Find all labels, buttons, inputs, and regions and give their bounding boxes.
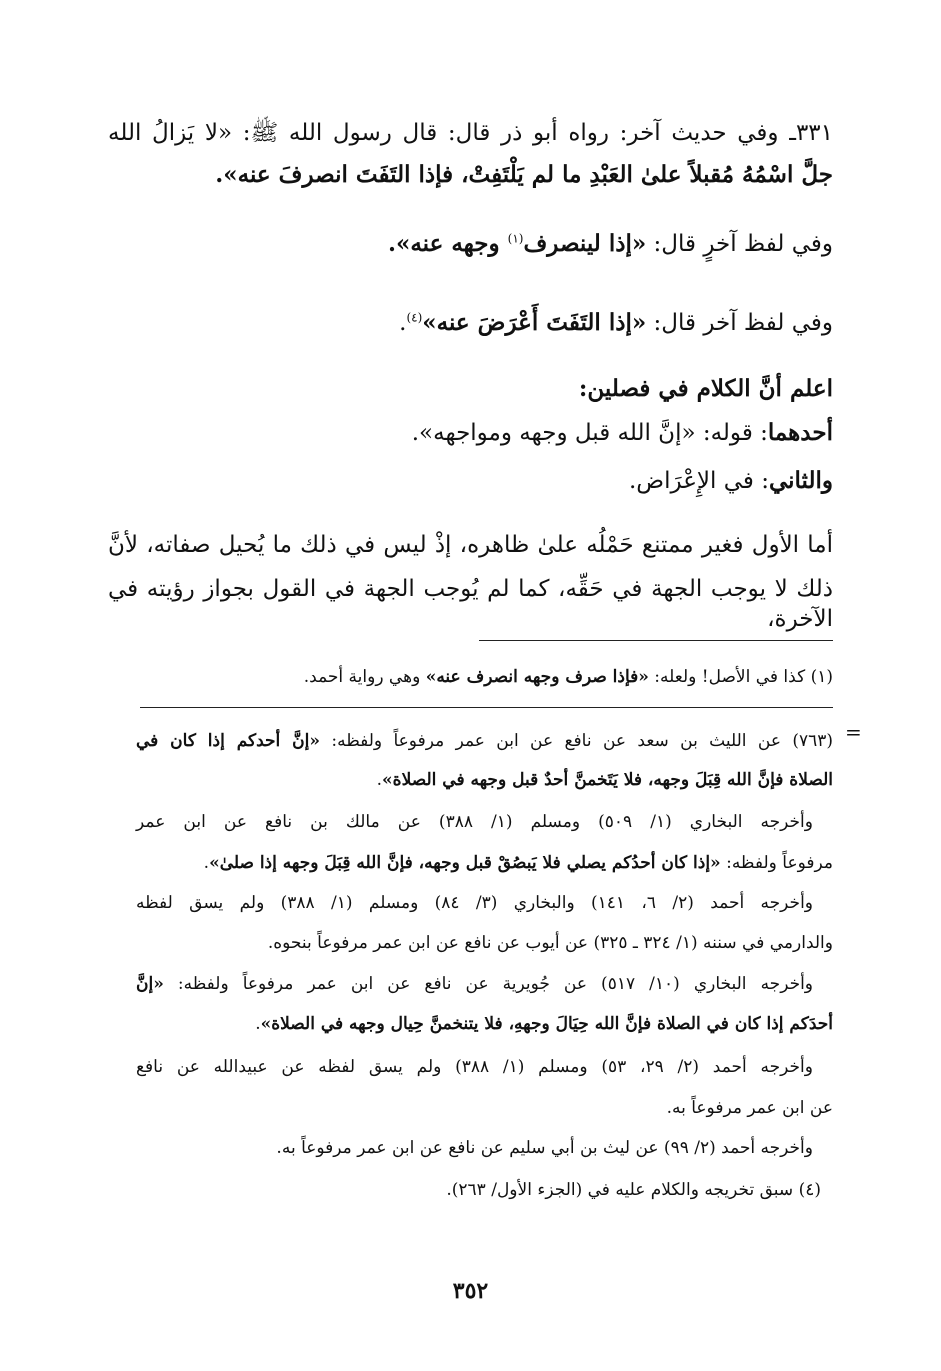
variant-1-text-a: «إذا لينصرف [523,230,647,257]
footnote-line-bold: أحدَكم إذا كان في الصلاة فإنَّ الله حِيَالَ وجههِ، فلا يتنخمنَّ حِيال وجهه في الصلاة» [260,1014,833,1034]
footnote-line [136,971,813,997]
footnote-line-text: والدارمي في سننه (١/ ٣٢٤ ـ ٣٢٥) عن أيوب عن نافع عن ابن عمر مرفوعاً بنحوه. [267,933,833,953]
discussion-line-1: أما الأول فغير ممتنع حَمْلُه علىٰ ظاهره، إذْ ليس في ذلك ما يُحيل صفاته، لأنَّ [108,532,833,558]
second-section-line [629,466,833,496]
footnote-line-tail: . [376,770,383,790]
footnote-line-text: وأخرجه أحمد (٢/ ٢٩، ٥٣) ومسلم (١/ ٣٨٨) ولم يسق لفظه عن عبيدالله عن نافع [136,1057,813,1077]
footnote-line-tail: . [255,1014,261,1034]
first-section-line [412,418,833,448]
hadith-331-line-1: ٣٣١ـ وفي حديث آخر: رواه أبو ذر قال: قال رسول الله ﷺ: «لا يَزالُ الله [108,120,833,146]
hadith-331-line-2: جلَّ اسْمُهُ مُقبلاً علىٰ العَبْدِ ما لم يَلْتَفِتْ، فإذا التَفَتَ انصرفَ عنه». [215,161,833,188]
footnote-ref-4: (٤) [406,310,423,325]
footnote-line-text: عن ابن عمر مرفوعاً به. [666,1098,833,1118]
footnote-line-text: مرفوعاً ولفظه: [720,853,833,873]
variant-1-prefix: وفي لفظ آخرٍ قال: [646,231,833,257]
footnote-line-text: (٧٦٣) عن الليث بن سعد عن نافع عن ابن عمر مرفوعاً ولفظه: [319,731,834,751]
footnote-line [667,1095,833,1121]
footnote-ref-1: (١) [507,231,524,246]
footnote-line-text: (٤) سبق تخريجه والكلام عليه في (الجزء الأول/ ٢٦٣). [446,1180,821,1200]
variant-2-suffix: . [399,310,407,336]
page-number: ٣٥٢ [452,1278,489,1304]
first-section-text: : قوله: «إنَّ الله قبل وجهه ومواجهه». [411,420,768,446]
footnote-line-text: وأخرجه البخاري (١/ ٥٠٩) ومسلم (١/ ٣٨٨) عن مالك بن نافع عن ابن عمر [136,812,813,832]
continuation-mark: = [845,720,862,744]
footnote-line [136,728,833,754]
footnote-line-tail: . [203,853,210,873]
footnote-line [377,767,833,793]
footnote-line-bold: الصلاة فإنَّ الله قِبَلَ وجهه، فلا يَتَخمنَّ أحدٌ قبل وجهه في الصلاة» [382,770,833,790]
footnote-line-text: وأخرجه البخاري (١٠/ ٥١٧) عن جُويرية عن نافع عن ابن عمر مرفوعاً ولفظه: [163,974,814,994]
footnote-line [255,1011,833,1037]
variant-2-text: «إذا التَفَتَ أَعْرَضَ عنه» [422,309,647,336]
footnote-line [268,930,833,956]
footnote-line-bold: «إنَّ [136,974,164,994]
footnote-1-bold: «فإذا صرف وجهه انصرف عنه» [425,667,649,687]
footnote-line-bold: «إذا كان أحدُكم يصلي فلا يَبصُقْ قبل وجهه، فإنَّ الله قِبَلَ وجهه إذا صلىٰ» [209,853,721,873]
variant-wording-1 [388,229,833,259]
footnote-1-tail: وهي رواية أحمد. [303,667,426,687]
footnote-line [204,850,833,876]
second-section-text: : في الإِعْرَاض. [629,468,769,494]
footnote-line [136,1054,813,1080]
footnote-1-lead: (١) كذا في الأصل! ولعله: [648,667,833,687]
section-intro-heading: اعلم أنَّ الكلام في فصلين: [578,375,833,402]
footnote-line [136,809,813,835]
footnote-line-text: وأخرجه أحمد (٢/ ٦، ١٤١) والبخاري (٣/ ٨٤) ومسلم (١/ ٣٨٨) ولم يسق لفظه [136,893,813,913]
footnote-1 [304,664,833,690]
variant-2-prefix: وفي لفظ آخر قال: [646,310,833,336]
continuation-separator [140,707,833,708]
footnote-separator [479,640,833,641]
footnote-4 [446,1177,821,1203]
variant-wording-2 [399,308,833,338]
second-section-label: والثاني [768,467,833,494]
discussion-line-2: ذلك لا يوجب الجهة في حَقِّه، كما لم يُوجب الجهة في القول بجواز رؤيته في الآخرة، [108,576,833,632]
variant-1-text-b: وجهه عنه». [387,230,508,257]
footnote-line-text: وأخرجه أحمد (٢/ ٩٩) عن ليث بن أبي سليم عن نافع عن ابن عمر مرفوعاً به. [276,1138,813,1158]
footnote-line-bold: «إنَّ أحدكم إذا كان في [136,731,320,751]
footnote-line [136,890,813,916]
footnote-line [276,1135,813,1161]
first-section-label: أحدهما [767,419,833,446]
